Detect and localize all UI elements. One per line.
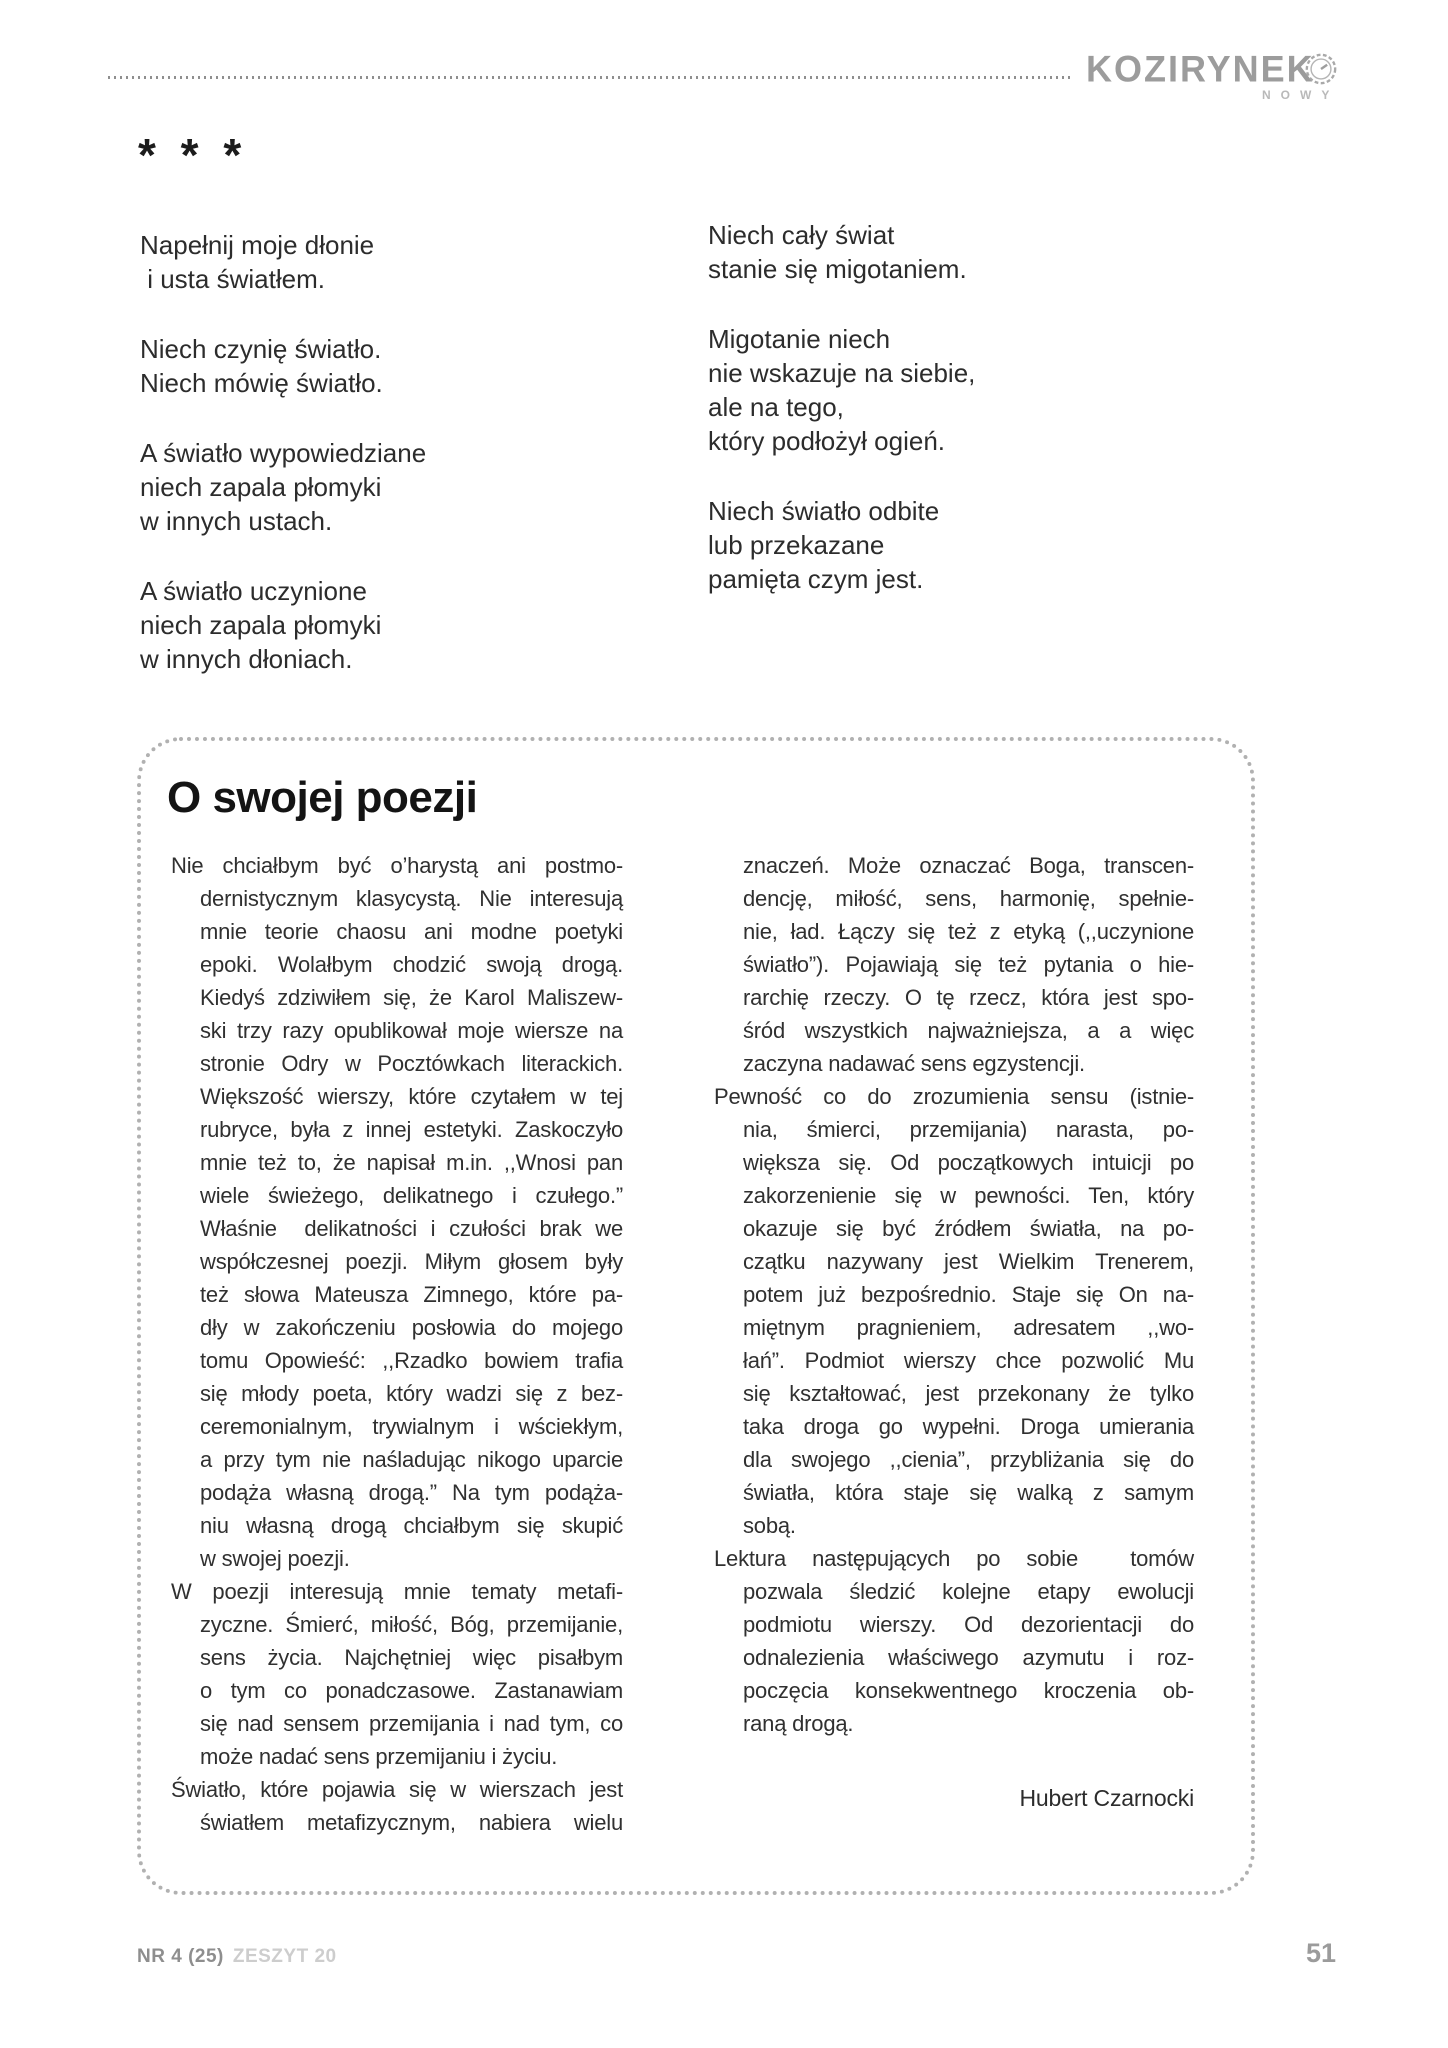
poem-stanza bbox=[140, 228, 708, 296]
article-paragraph bbox=[171, 849, 623, 1575]
poem-line: w innych ustach. bbox=[140, 506, 333, 536]
poem-line: i usta światłem. bbox=[140, 264, 325, 294]
poem-stanza bbox=[708, 322, 975, 458]
article-line: stronie Odry w Pocztówkach literackich. bbox=[200, 1051, 623, 1076]
article-column-left bbox=[171, 849, 623, 1839]
poem-line: w innych dłoniach. bbox=[140, 644, 353, 674]
poem-line: Niech cały świat bbox=[708, 220, 895, 250]
poem-stanza bbox=[708, 494, 975, 596]
poem-line: nie wskazuje na siebie, bbox=[708, 358, 976, 388]
article-signature: Hubert Czarnocki bbox=[1019, 1785, 1194, 1811]
article-line: sens życia. Najchętniej więc pisałbym bbox=[200, 1645, 623, 1670]
poem-line: niech zapala płomyki bbox=[140, 472, 382, 502]
article-line: podąża własną drogą.” Na tym podąża- bbox=[200, 1480, 623, 1505]
poem-line: Niech mówię światło. bbox=[140, 368, 383, 398]
poem-stanza bbox=[140, 574, 708, 676]
article-line: dla swojego ,,cienia”, przybliżania się do bbox=[743, 1447, 1194, 1472]
article-line: ceremonialnym, trywialnym i wściekłym, bbox=[200, 1414, 623, 1439]
poem-stanza bbox=[140, 332, 708, 400]
article-line: Nie chciałbym być o’harystą ani postmo- bbox=[171, 853, 623, 878]
article-paragraph bbox=[171, 1575, 623, 1773]
poem-line: niech zapala płomyki bbox=[140, 610, 382, 640]
feature-box bbox=[137, 737, 1255, 1895]
article-line: zyczne. Śmierć, miłość, Bóg, przemijanie, bbox=[200, 1612, 623, 1637]
article-column-right bbox=[714, 849, 1194, 1839]
article-paragraph bbox=[171, 1773, 623, 1839]
article-line: się kształtować, jest przekonany że tylko bbox=[743, 1381, 1194, 1406]
article-line: ski trzy razy opublikował moje wiersze na bbox=[200, 1018, 623, 1043]
page-number: 51 bbox=[1306, 1938, 1337, 1968]
article-line: W poezji interesują mnie tematy metafi- bbox=[171, 1579, 623, 1604]
article-line: światła, która staje się walką z samym bbox=[743, 1480, 1194, 1505]
article-line: światłem metafizycznym, nabiera wielu bbox=[200, 1810, 623, 1835]
poem-line: Napełnij moje dłonie bbox=[140, 230, 375, 260]
article-line: pozwala śledzić kolejne etapy ewolucji bbox=[743, 1579, 1194, 1604]
header-dotted-rule bbox=[108, 76, 1074, 79]
article-line: dły w zakończeniu posłowia do mojego bbox=[200, 1315, 623, 1340]
poem-line: który podłożył ogień. bbox=[708, 426, 946, 456]
article-line: zakorzenienie się w pewności. Ten, który bbox=[743, 1183, 1194, 1208]
article-line: taka droga go wypełni. Droga umierania bbox=[743, 1414, 1194, 1439]
article-line: o tym co ponadczasowe. Zastanawiam bbox=[200, 1678, 623, 1703]
article-line: podmiotu wierszy. Od dezorientacji do bbox=[743, 1612, 1194, 1637]
poem-line: stanie się migotaniem. bbox=[708, 254, 967, 284]
article-line: śród wszystkich najważniejsza, a a więc bbox=[743, 1018, 1194, 1043]
article-line: okazuje się być źródłem światła, na po- bbox=[743, 1216, 1194, 1241]
poem-line: Migotanie niech bbox=[708, 324, 891, 354]
article-line: nie, ład. Łączy się też z etyką (,,uczynione bbox=[743, 919, 1194, 944]
article-line: łań”. Podmiot wierszy chce pozwolić Mu bbox=[743, 1348, 1194, 1373]
article-columns bbox=[171, 849, 1205, 1839]
article-paragraph bbox=[714, 1542, 1194, 1740]
poem-line: pamięta czym jest. bbox=[708, 564, 924, 594]
footer-issue-light: ZESZYT 20 bbox=[232, 1946, 337, 1967]
article-line: Kiedyś zdziwiłem się, że Karol Maliszew- bbox=[200, 985, 623, 1010]
article-line: a przy tym nie naśladując nikogo uparcie bbox=[200, 1447, 623, 1472]
poem-line: A światło uczynione bbox=[140, 576, 367, 606]
poem-stanza bbox=[140, 436, 708, 538]
brand-logo: KOZIRYNEK bbox=[1086, 47, 1315, 90]
poem-column-left bbox=[140, 228, 708, 676]
footer-issue-number: NR 4 (25) bbox=[137, 1946, 224, 1967]
article-line: odnalezienia właściwego azymutu i roz- bbox=[743, 1645, 1194, 1670]
footer-issue bbox=[137, 1946, 337, 1968]
article-line: się nad sensem przemijania i nad tym, co bbox=[200, 1711, 623, 1736]
article-line: epoki. Wolałbym chodzić swoją drogą. bbox=[200, 952, 623, 977]
article-line: też słowa Mateusza Zimnego, które pa- bbox=[200, 1282, 623, 1307]
article-line: czątku nazywany jest Wielkim Trenerem, bbox=[743, 1249, 1194, 1274]
article-line: Światło, które pojawia się w wierszach jest bbox=[171, 1777, 623, 1802]
article-line: potem już bezpośrednio. Staje się On na- bbox=[743, 1282, 1194, 1307]
article-line: znaczeń. Może oznaczać Boga, transcen- bbox=[743, 853, 1194, 878]
poem-line: A światło wypowiedziane bbox=[140, 438, 427, 468]
poem-line: Niech czynię światło. bbox=[140, 334, 382, 364]
poem-title: * * * bbox=[138, 129, 248, 181]
article-line: zaczyna nadawać sens egzystencji. bbox=[743, 1051, 1085, 1076]
article-line: rubryce, była z innej estetyki. Zaskoczyło bbox=[200, 1117, 623, 1142]
article-line: niu własną drogą chciałbym się skupić bbox=[200, 1513, 623, 1538]
poem-line: lub przekazane bbox=[708, 530, 885, 560]
article-line: może nadać sens przemijaniu i życiu. bbox=[200, 1744, 558, 1769]
article-line: poczęcia konsekwentnego kroczenia ob- bbox=[743, 1678, 1194, 1703]
article-line: Pewność co do zrozumienia sensu (istnie- bbox=[714, 1084, 1194, 1109]
article-line: w swojej poezji. bbox=[200, 1546, 350, 1571]
article-line: tomu Opowieść: ,,Rzadko bowiem trafia bbox=[200, 1348, 623, 1373]
poem bbox=[140, 220, 976, 676]
article-line: nia, śmierci, przemijania) narasta, po- bbox=[743, 1117, 1194, 1142]
article-line: Lektura następujących po sobie tomów bbox=[714, 1546, 1194, 1571]
article-line: Właśnie delikatności i czułości brak we bbox=[200, 1216, 623, 1241]
article-line: dencję, miłość, sens, harmonię, spełnie- bbox=[743, 886, 1194, 911]
postmark-stamp-icon bbox=[1304, 52, 1338, 91]
poem-line: ale na tego, bbox=[708, 392, 844, 422]
poem-column-right bbox=[708, 218, 975, 596]
article-line: raną drogą. bbox=[743, 1711, 854, 1736]
article-line: dernistycznym klasycystą. Nie interesują bbox=[200, 886, 623, 911]
article-paragraph bbox=[714, 849, 1194, 1080]
article-line: rarchię rzeczy. O tę rzecz, która jest spo- bbox=[743, 985, 1194, 1010]
article-line: Większość wierszy, które czytałem w tej bbox=[200, 1084, 623, 1109]
article-title: O swojej poezji bbox=[167, 773, 478, 822]
article-line: wiele świeżego, delikatnego i czułego.” bbox=[200, 1183, 623, 1208]
brand-subtitle: NOWY bbox=[1262, 88, 1340, 102]
article-line: współczesnej poezji. Miłym głosem były bbox=[200, 1249, 623, 1274]
article-line: się młody poeta, który wadzi się z bez- bbox=[200, 1381, 623, 1406]
poem-stanza bbox=[708, 218, 975, 286]
article-line: mnie też to, że napisał m.in. ,,Wnosi pan bbox=[200, 1150, 623, 1175]
article-line: mnie teorie chaosu ani modne poetyki bbox=[200, 919, 623, 944]
article-paragraph bbox=[714, 1080, 1194, 1542]
article-line: światło”). Pojawiają się też pytania o hie- bbox=[743, 952, 1194, 977]
article-line: większa się. Od początkowych intuicji po bbox=[743, 1150, 1194, 1175]
article-line: miętnym pragnieniem, adresatem ,,wo- bbox=[743, 1315, 1194, 1340]
poem-line: Niech światło odbite bbox=[708, 496, 940, 526]
article-line: sobą. bbox=[743, 1513, 796, 1538]
